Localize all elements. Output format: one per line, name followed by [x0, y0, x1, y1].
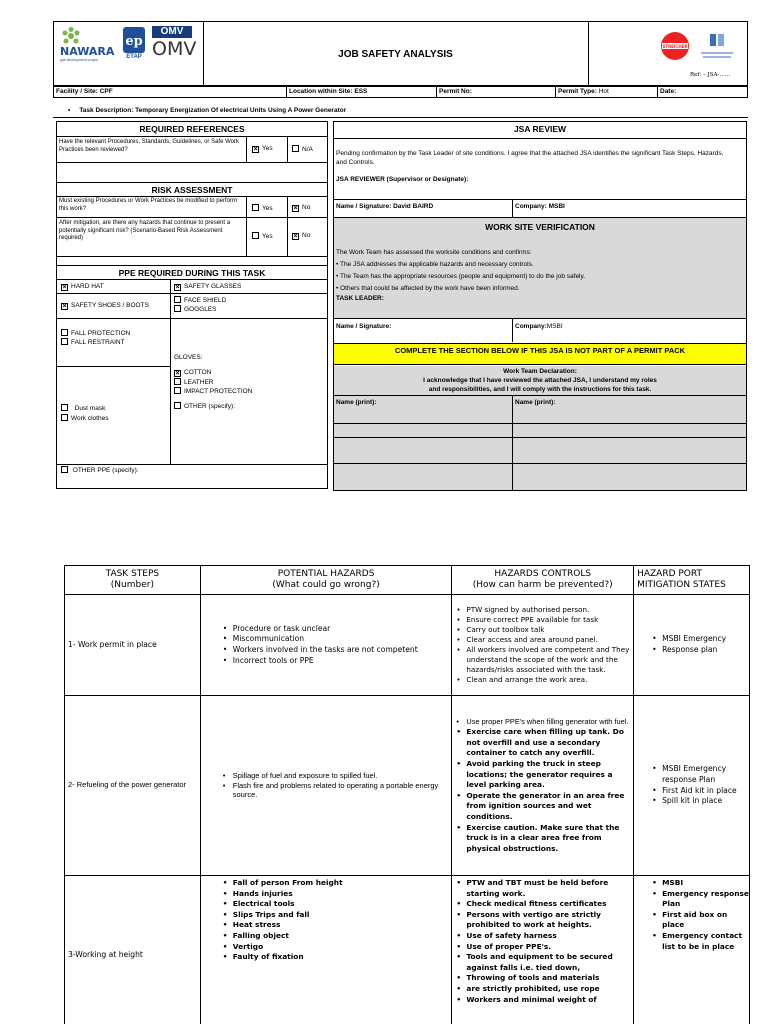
work-site-item-2: • The Team has the appropriate resources (people and equipment) to do the job safely.: [336, 273, 586, 280]
task-leader-label: TASK LEADER:: [336, 295, 384, 302]
etap-emblem-icon: [122, 26, 146, 54]
reference-number: Ref: – JSA-……: [690, 72, 731, 78]
list-item: • Carry out toolbox talk: [456, 625, 633, 635]
ppe-work-clothes-checkbox[interactable]: Work clothes: [61, 414, 108, 422]
jsa-reviewer-label: JSA REVIEWER (Supervisor or Designate):: [336, 176, 469, 183]
info-row: [53, 86, 748, 98]
risk-q1-yes-checkbox[interactable]: Yes: [252, 204, 273, 212]
ppe-safety-glasses-checkbox[interactable]: × SAFETY GLASSES: [174, 283, 241, 291]
list-item: • Throwing of tools and materials: [456, 973, 633, 984]
facility-field: Facility / Site: CPF: [56, 88, 113, 95]
risk-assessment-title: RISK ASSESSMENT: [151, 185, 233, 195]
streicher-logo-text: STREICHER: [662, 44, 688, 49]
list-item: • Incorrect tools or PPE: [221, 656, 452, 667]
list-item: • Persons with vertigo are strictly prohibited to work at heights.: [456, 910, 633, 931]
list-item: • Avoid parking the truck in steep locations; the generator requires a level parking area.: [456, 759, 633, 791]
declaration-text-2: and responsibilities, and I will comply with the instructions for this task.: [428, 386, 652, 393]
work-site-intro: The Work Team has assessed the worksite conditions and confirms:: [336, 249, 532, 256]
list-item: • Electrical tools: [221, 899, 452, 910]
references-question: Have the relevant Procedures, Standards, Guidelines, or Safe Work Practices been reviewed?: [59, 139, 239, 153]
list-item: • Vertigo: [221, 942, 452, 953]
list-item: • Faulty of fixation: [221, 952, 452, 963]
list-item: • are strictly prohibited, use rope: [456, 984, 633, 995]
table-row: [65, 876, 750, 1024]
list-item: • Clear access and area around panel.: [456, 635, 633, 645]
omv-logo: [152, 26, 202, 66]
list-item: • All workers involved are competent and They understand the scope of the work and the hazards/risks associated with the task.: [456, 645, 633, 675]
list-item: • PTW and TBT must be held before starting work.: [456, 878, 633, 899]
ppe-face-shield-checkbox[interactable]: FACE SHIELD: [174, 296, 226, 304]
list-item: • Emergency contact list to be in place: [652, 931, 749, 952]
task-step: 2- Refueling of the power generator: [65, 696, 201, 876]
list-item: • Miscommunication: [221, 634, 452, 645]
partner-logo: [697, 32, 737, 60]
ppe-cotton-checkbox[interactable]: ×COTTON: [174, 369, 211, 377]
jsa-reviewer-signature[interactable]: Name / Signature: David BAIRD: [336, 203, 434, 210]
ppe-gloves-label: GLOVES:: [174, 354, 203, 361]
work-site-title: WORK SITE VERIFICATION: [485, 222, 595, 232]
page-title: JOB SAFETY ANALYSIS: [338, 49, 453, 60]
list-item: • First Aid kit in place: [652, 786, 749, 797]
list-item: • Clean and arrange the work area.: [456, 675, 633, 685]
list-item: • Hands injuries: [221, 889, 452, 900]
mitigation-cell: [634, 696, 750, 876]
svg-text:ep: ep: [125, 34, 143, 49]
list-item: • Workers involved in the tasks are not competent: [221, 645, 452, 656]
task-leader-company[interactable]: Company:MSBI: [515, 323, 563, 330]
declaration-title: Work Team Declaration:: [503, 368, 577, 375]
header-mitigation: HAZARD PORT MITIGATION STATES: [634, 566, 750, 595]
list-item: • Exercise care when filling up tank. Do not overfill and use a secondary container to catch any overfill.: [456, 727, 633, 759]
task-step: 1- Work permit in place: [65, 595, 201, 696]
ppe-leather-checkbox[interactable]: LEATHER: [174, 378, 214, 386]
work-team-declaration: [334, 366, 746, 490]
list-item: • Fall of person From height: [221, 878, 452, 889]
mitigation-cell: [634, 876, 750, 1024]
ppe-goggles-checkbox[interactable]: GOGGLES: [174, 305, 217, 313]
permit-pack-banner-text: COMPLETE THE SECTION BELOW IF THIS JSA IS NOT PART OF A PERMIT PACK: [394, 346, 686, 355]
required-references-title: REQUIRED REFERENCES: [139, 124, 245, 134]
omv-logo-text: OMV: [152, 38, 197, 60]
table-row: [65, 696, 750, 876]
jsa-review-title: JSA REVIEW: [513, 124, 567, 134]
nawara-logo-text: NAWARA: [60, 45, 115, 58]
list-item: • Emergency response Plan: [652, 889, 749, 910]
permit-no-field: Permit No:: [439, 88, 472, 95]
nawara-logo: [60, 27, 120, 67]
ppe-other-checkbox[interactable]: OTHER (specify):: [174, 402, 235, 410]
list-item: • Ensure correct PPE available for task: [456, 615, 633, 625]
list-item: • Response plan: [652, 645, 749, 656]
partner-emblem-icon: [708, 32, 726, 48]
list-item: • Heat stress: [221, 920, 452, 931]
list-item: • Operate the generator in an area free from ignition sources and wet conditions.: [456, 791, 633, 823]
risk-q2-yes-checkbox[interactable]: Yes: [252, 232, 273, 240]
ppe-fall-protection-checkbox[interactable]: FALL PROTECTION: [61, 329, 130, 337]
etap-logo-text: ETAP: [126, 54, 142, 60]
task-leader-signature[interactable]: Name / Signature:: [336, 323, 392, 330]
risk-question-1: Must existing Procedures or Work Practices be modified to perform this work?: [59, 198, 237, 212]
work-site-item-1: • The JSA addresses the applicable hazards and necessary controls.: [336, 261, 534, 268]
references-na-checkbox[interactable]: N/A: [292, 145, 313, 153]
ppe-title: PPE REQUIRED DURING THIS TASK: [118, 268, 266, 278]
list-item: • Use proper PPE's when filling generator with fuel.: [456, 717, 633, 728]
list-item: • Spill kit in place: [652, 796, 749, 807]
ppe-hard-hat-checkbox[interactable]: ×HARD HAT: [61, 283, 104, 291]
nawara-flower-icon: [60, 27, 82, 45]
header-hazard-controls: HAZARDS CONTROLS (How can harm be prevented?): [452, 566, 634, 595]
list-item: • Slips Trips and fall: [221, 910, 452, 921]
date-field: Date:: [660, 88, 677, 95]
ppe-impact-checkbox[interactable]: IMPACT PROTECTION: [174, 387, 252, 395]
controls-cell: [452, 876, 634, 1024]
work-site-item-3: • Others that could be affected by the work have been informed.: [336, 285, 520, 292]
name-print-1: Name (print):: [336, 399, 377, 406]
ppe-other-ppe-checkbox[interactable]: OTHER PPE (specify):: [61, 466, 139, 474]
location-field: Location within Site: ESS: [289, 88, 368, 95]
jsa-reviewer-company[interactable]: Company: MSBI: [515, 203, 565, 210]
nawara-logo-subtext: gas development project: [60, 58, 99, 62]
list-item: • Procedure or task unclear: [221, 624, 452, 635]
task-steps-table: [64, 565, 750, 1024]
list-item: • First aid box on place: [652, 910, 749, 931]
list-item: • Check medical fitness certificates: [456, 899, 633, 910]
hazards-cell: [200, 876, 452, 1024]
risk-question-2: After mitigation, are there any hazards that continue to present a potentially significant risk? (Scenario-Based Risk Assessment required): [59, 220, 231, 241]
controls-cell: [452, 595, 634, 696]
permit-type-field: Permit Type: Hot: [558, 88, 609, 95]
ppe-dust-mask-checkbox[interactable]: Dust mask: [61, 404, 105, 412]
risk-q1-no-checkbox[interactable]: × No: [292, 204, 310, 212]
name-print-2: Name (print):: [515, 399, 556, 406]
risk-q2-no-checkbox[interactable]: × No: [292, 232, 310, 240]
declaration-text-1: I acknowledge that I have reviewed the attached JSA, I understand my roles: [423, 377, 657, 384]
hazards-cell: [200, 595, 452, 696]
task-step: 3-Working at height: [65, 876, 201, 1024]
ppe-safety-shoes-checkbox[interactable]: ×SAFETY SHOES / BOOTS: [61, 302, 149, 310]
etap-logo: [121, 26, 147, 64]
list-item: • Use of proper PPE's.: [456, 942, 633, 953]
list-item: • MSBI: [652, 878, 749, 889]
list-item: • Spillage of fuel and exposure to spilled fuel.: [221, 771, 452, 781]
streicher-logo: [660, 31, 690, 61]
mitigation-cell: [634, 595, 750, 696]
ppe-fall-restraint-checkbox[interactable]: FALL RESTRAINT: [61, 338, 125, 346]
list-item: • PTW signed by authorised person.: [456, 605, 633, 615]
list-item: • Flash fire and problems related to operating a portable energy source.: [221, 781, 452, 800]
table-row: [65, 595, 750, 696]
hazards-cell: [200, 696, 452, 876]
references-yes-checkbox[interactable]: × Yes: [252, 145, 273, 153]
header-potential-hazards: POTENTIAL HAZARDS (What could go wrong?): [200, 566, 452, 595]
list-item: • MSBI Emergency response Plan: [652, 764, 749, 785]
list-item: • Workers and minimal weight of: [456, 995, 633, 1006]
list-item: • Use of safety harness: [456, 931, 633, 942]
controls-cell: [452, 696, 634, 876]
list-item: • Exercise caution. Make sure that the truck is in a clear area free from physical obstructions.: [456, 823, 633, 855]
list-item: • Falling object: [221, 931, 452, 942]
omv-logo-top: OMV: [152, 26, 192, 38]
jsa-review-text: Pending confirmation by the Task Leader of site conditions. I agree that the attached JSA identifies the significant Task Steps, Hazards, and Controls.: [336, 150, 724, 166]
task-description: • Task Description: Temporary Energization Of electrical Units Using A Power Generator: [68, 107, 347, 114]
list-item: • Tools and equipment to be secured against falls i.e. tied down,: [456, 952, 633, 973]
streicher-emblem-icon: [660, 31, 690, 61]
list-item: • MSBI Emergency: [652, 634, 749, 645]
header-task-steps: TASK STEPS (Number): [65, 566, 201, 595]
